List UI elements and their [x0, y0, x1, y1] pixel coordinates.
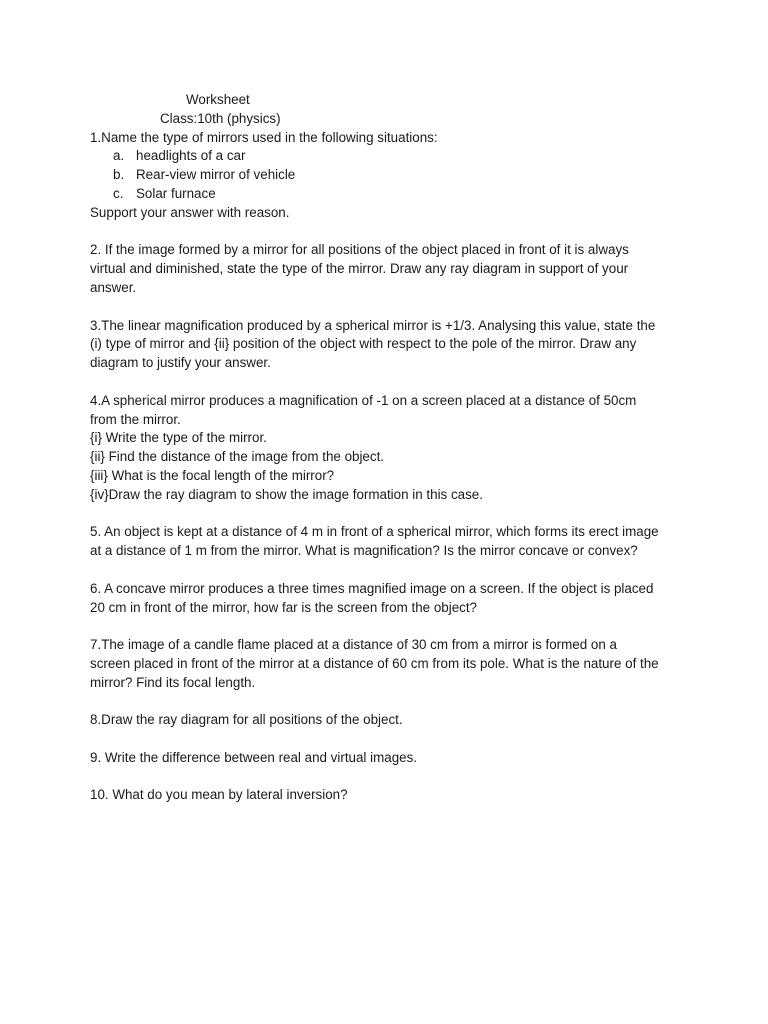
question-6 — [90, 580, 690, 618]
spacer — [90, 505, 690, 524]
question-line: mirror? Find its focal length. — [90, 674, 256, 690]
class-line: Class:10th (physics) — [160, 110, 281, 126]
spacer — [90, 768, 690, 787]
worksheet-title: Worksheet — [186, 92, 250, 107]
spacer — [90, 373, 690, 392]
question-line: 10. What do you mean by lateral inversion? — [90, 787, 348, 803]
option-text: headlights of a car — [136, 148, 246, 164]
option-marker: b. — [113, 167, 125, 183]
spacer — [90, 693, 690, 712]
question-line: 4.A spherical mirror produces a magnification of -1 on a screen placed at a distance of 50cm — [90, 392, 637, 408]
question-9 — [90, 749, 690, 768]
option-marker: c. — [113, 185, 124, 201]
question-line: 6. A concave mirror produces a three times magnified image on a screen. If the object is placed — [90, 580, 654, 596]
question-4 — [90, 392, 690, 505]
spacer — [90, 617, 690, 636]
question-5 — [90, 523, 690, 561]
question-subpart: {i} Write the type of the mirror. — [90, 430, 267, 446]
question-line: 3.The linear magnification produced by a spherical mirror is +1/3. Analysing this value, state the — [90, 317, 656, 333]
question-line: 9. Write the difference between real and virtual images. — [90, 749, 418, 765]
question-1-option-a — [90, 147, 690, 166]
question-subpart: {iii} What is the focal length of the mirror? — [90, 467, 335, 483]
question-line: 2. If the image formed by a mirror for all positions of the object placed in front of it is always — [90, 242, 629, 258]
question-line: from the mirror. — [90, 411, 181, 427]
question-line: diagram to justify your answer. — [90, 355, 271, 371]
question-line: 8.Draw the ray diagram for all positions of the object. — [90, 712, 403, 728]
question-line: (i) type of mirror and {ii} position of the object with respect to the pole of the mirror. Draw any — [90, 336, 637, 352]
option-text: Solar furnace — [136, 185, 216, 201]
spacer — [90, 223, 690, 242]
question-1-text: 1.Name the type of mirrors used in the following situations: — [90, 129, 438, 145]
question-line: 7.The image of a candle flame placed at a distance of 30 cm from a mirror is formed on a — [90, 637, 617, 653]
question-line: screen placed in front of the mirror at a distance of 60 cm from its pole. What is the nature of the — [90, 655, 659, 671]
spacer — [90, 298, 690, 317]
question-line: 20 cm in front of the mirror, how far is the screen from the object? — [90, 599, 478, 615]
option-marker: a. — [113, 148, 125, 164]
question-1 — [90, 129, 690, 223]
spacer — [90, 730, 690, 749]
question-3 — [90, 317, 690, 373]
question-subpart: {iv}Draw the ray diagram to show the image formation in this case. — [90, 486, 483, 502]
worksheet-content — [90, 91, 690, 805]
question-line: answer. — [90, 279, 137, 295]
question-1-note: Support your answer with reason. — [90, 204, 290, 220]
question-subpart: {ii} Find the distance of the image from the object. — [90, 449, 385, 465]
question-2 — [90, 241, 690, 297]
question-line: virtual and diminished, state the type of the mirror. Draw any ray diagram in support of your — [90, 261, 629, 277]
question-1-option-c — [90, 185, 690, 204]
question-line: 5. An object is kept at a distance of 4 m in front of a spherical mirror, which forms its erect image — [90, 524, 659, 540]
question-7 — [90, 636, 690, 692]
question-8 — [90, 711, 690, 730]
question-line: at a distance of 1 m from the mirror. What is magnification? Is the mirror concave or convex? — [90, 543, 638, 559]
question-10 — [90, 786, 690, 805]
option-text: Rear-view mirror of vehicle — [136, 167, 296, 183]
question-1-option-b — [90, 166, 690, 185]
spacer — [90, 561, 690, 580]
